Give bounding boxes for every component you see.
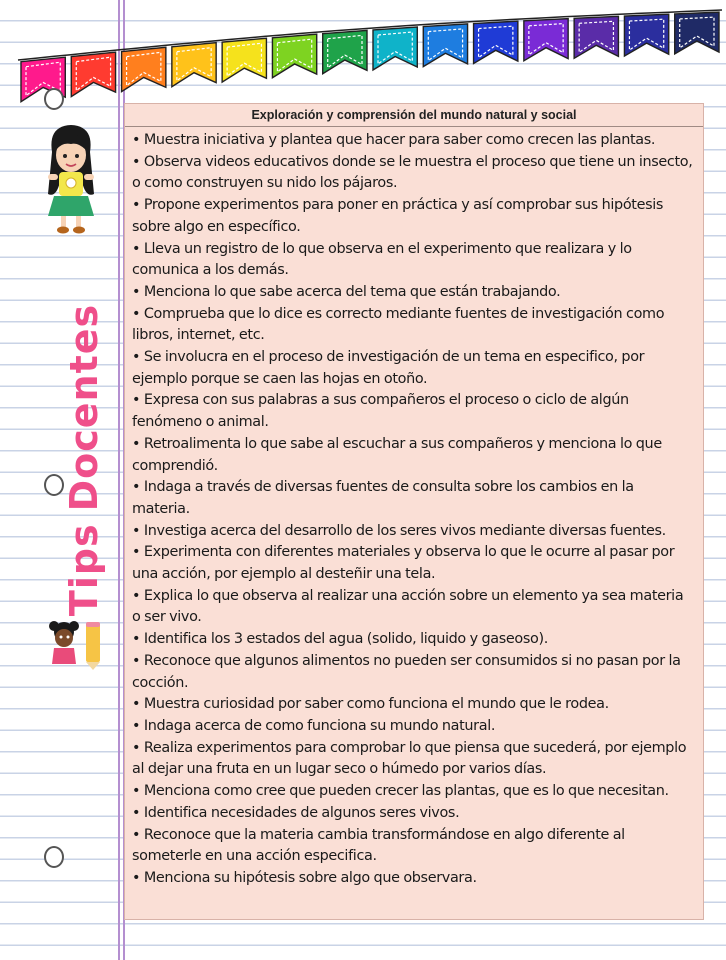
list-item: • Explica lo que observa al realizar una acción sobre un elemento ya sea materia o ser vivo. — [132, 587, 684, 626]
bunting-banner — [0, 0, 726, 112]
girl-illustration — [38, 122, 104, 238]
card-title: Exploración y comprensión del mundo natural y social — [125, 104, 703, 127]
binder-hole — [44, 474, 64, 496]
bunting-flag — [474, 21, 518, 63]
list-item: • Identifica necesidades de algunos seres vivos. — [132, 804, 460, 821]
list-item: • Comprueba que lo dice es correcto mediante fuentes de investigación como libros, internet, etc. — [132, 305, 665, 344]
list-item: • Retroalimenta lo que sabe al escuchar a sus compañeros y menciona lo que comprendió. — [132, 435, 662, 474]
list-item: • Propone experimentos para poner en práctica y así comprobar sus hipótesis sobre algo en específico. — [132, 197, 664, 235]
bunting-flag — [675, 12, 719, 54]
list-item: • Menciona su hipótesis sobre algo que observara. — [132, 869, 477, 886]
list-item: • Indaga acerca de como funciona su mundo natural. — [132, 717, 496, 734]
binder-hole — [44, 846, 64, 868]
bunting-flag — [323, 30, 367, 73]
margin-line — [118, 0, 120, 960]
list-item: • Muestra iniciativa y plantea que hacer para saber como crecen las plantas. — [132, 132, 656, 148]
list-item: • Muestra curiosidad por saber como funciona el mundo que le rodea. — [132, 696, 609, 713]
tips-list — [125, 127, 703, 890]
list-item: • Reconoce que algunos alimentos no pueden ser consumidos si no pasan por la cocción. — [132, 652, 681, 691]
bunting-flag — [373, 27, 417, 70]
list-item: • Observa videos educativos donde se le muestra el proceso que tiene un insecto, o como construyen su nido los pájaros. — [132, 153, 693, 192]
bunting-flag — [71, 52, 115, 96]
list-item: • Menciona lo que sabe acerca del tema que están trabajando. — [132, 283, 561, 300]
list-item: • Identifica los 3 estados del agua (solido, liquido y gaseoso). — [132, 631, 548, 648]
bunting-flag — [272, 34, 316, 78]
bunting-flag — [624, 14, 668, 56]
bunting-flag — [574, 16, 618, 58]
list-item: • Indaga a través de diversas fuentes de consulta sobre los cambios en la materia. — [132, 479, 634, 517]
child-with-pencil-illustration — [42, 620, 112, 670]
list-item: • Experimenta con diferentes materiales y observa lo que le ocurre al pasar por una acción, por ejemplo al desteñir una tela. — [132, 544, 675, 583]
binder-hole — [44, 88, 64, 110]
tips-card — [124, 103, 704, 920]
list-item: • Lleva un registro de lo que observa en el experimento que realizara y lo comunica a los demás. — [132, 240, 632, 279]
title-word-tips: Tips — [62, 523, 106, 617]
bunting-flag — [524, 19, 568, 61]
list-item: • Reconoce que la materia cambia transformándose en algo diferente al someterle en una acción especifica. — [132, 826, 625, 865]
list-item: • Expresa con sus palabras a sus compañeros el proceso o ciclo de algún fenómeno o animal. — [132, 392, 629, 431]
tips-docentes-title — [62, 304, 106, 616]
list-item: • Investiga acerca del desarrollo de los seres vivos mediante diversas fuentes. — [132, 522, 666, 539]
title-word-docentes: Docentes — [62, 303, 106, 512]
list-item: • Realiza experimentos para comprobar lo que piensa que sucederá, por ejemplo al dejar una fruta en un lugar seco o húmedo por varios días. — [132, 739, 687, 778]
bunting-flag — [222, 38, 266, 82]
list-item: • Menciona como cree que pueden crecer las plantas, que es lo que necesitan. — [132, 783, 669, 800]
list-item: • Se involucra en el proceso de investigación de un tema en especifico, por ejemplo porque se caen las hojas en otoño. — [132, 349, 645, 387]
bunting-flag — [122, 47, 166, 91]
bunting-flag — [172, 43, 216, 87]
bunting-flag — [423, 24, 467, 67]
